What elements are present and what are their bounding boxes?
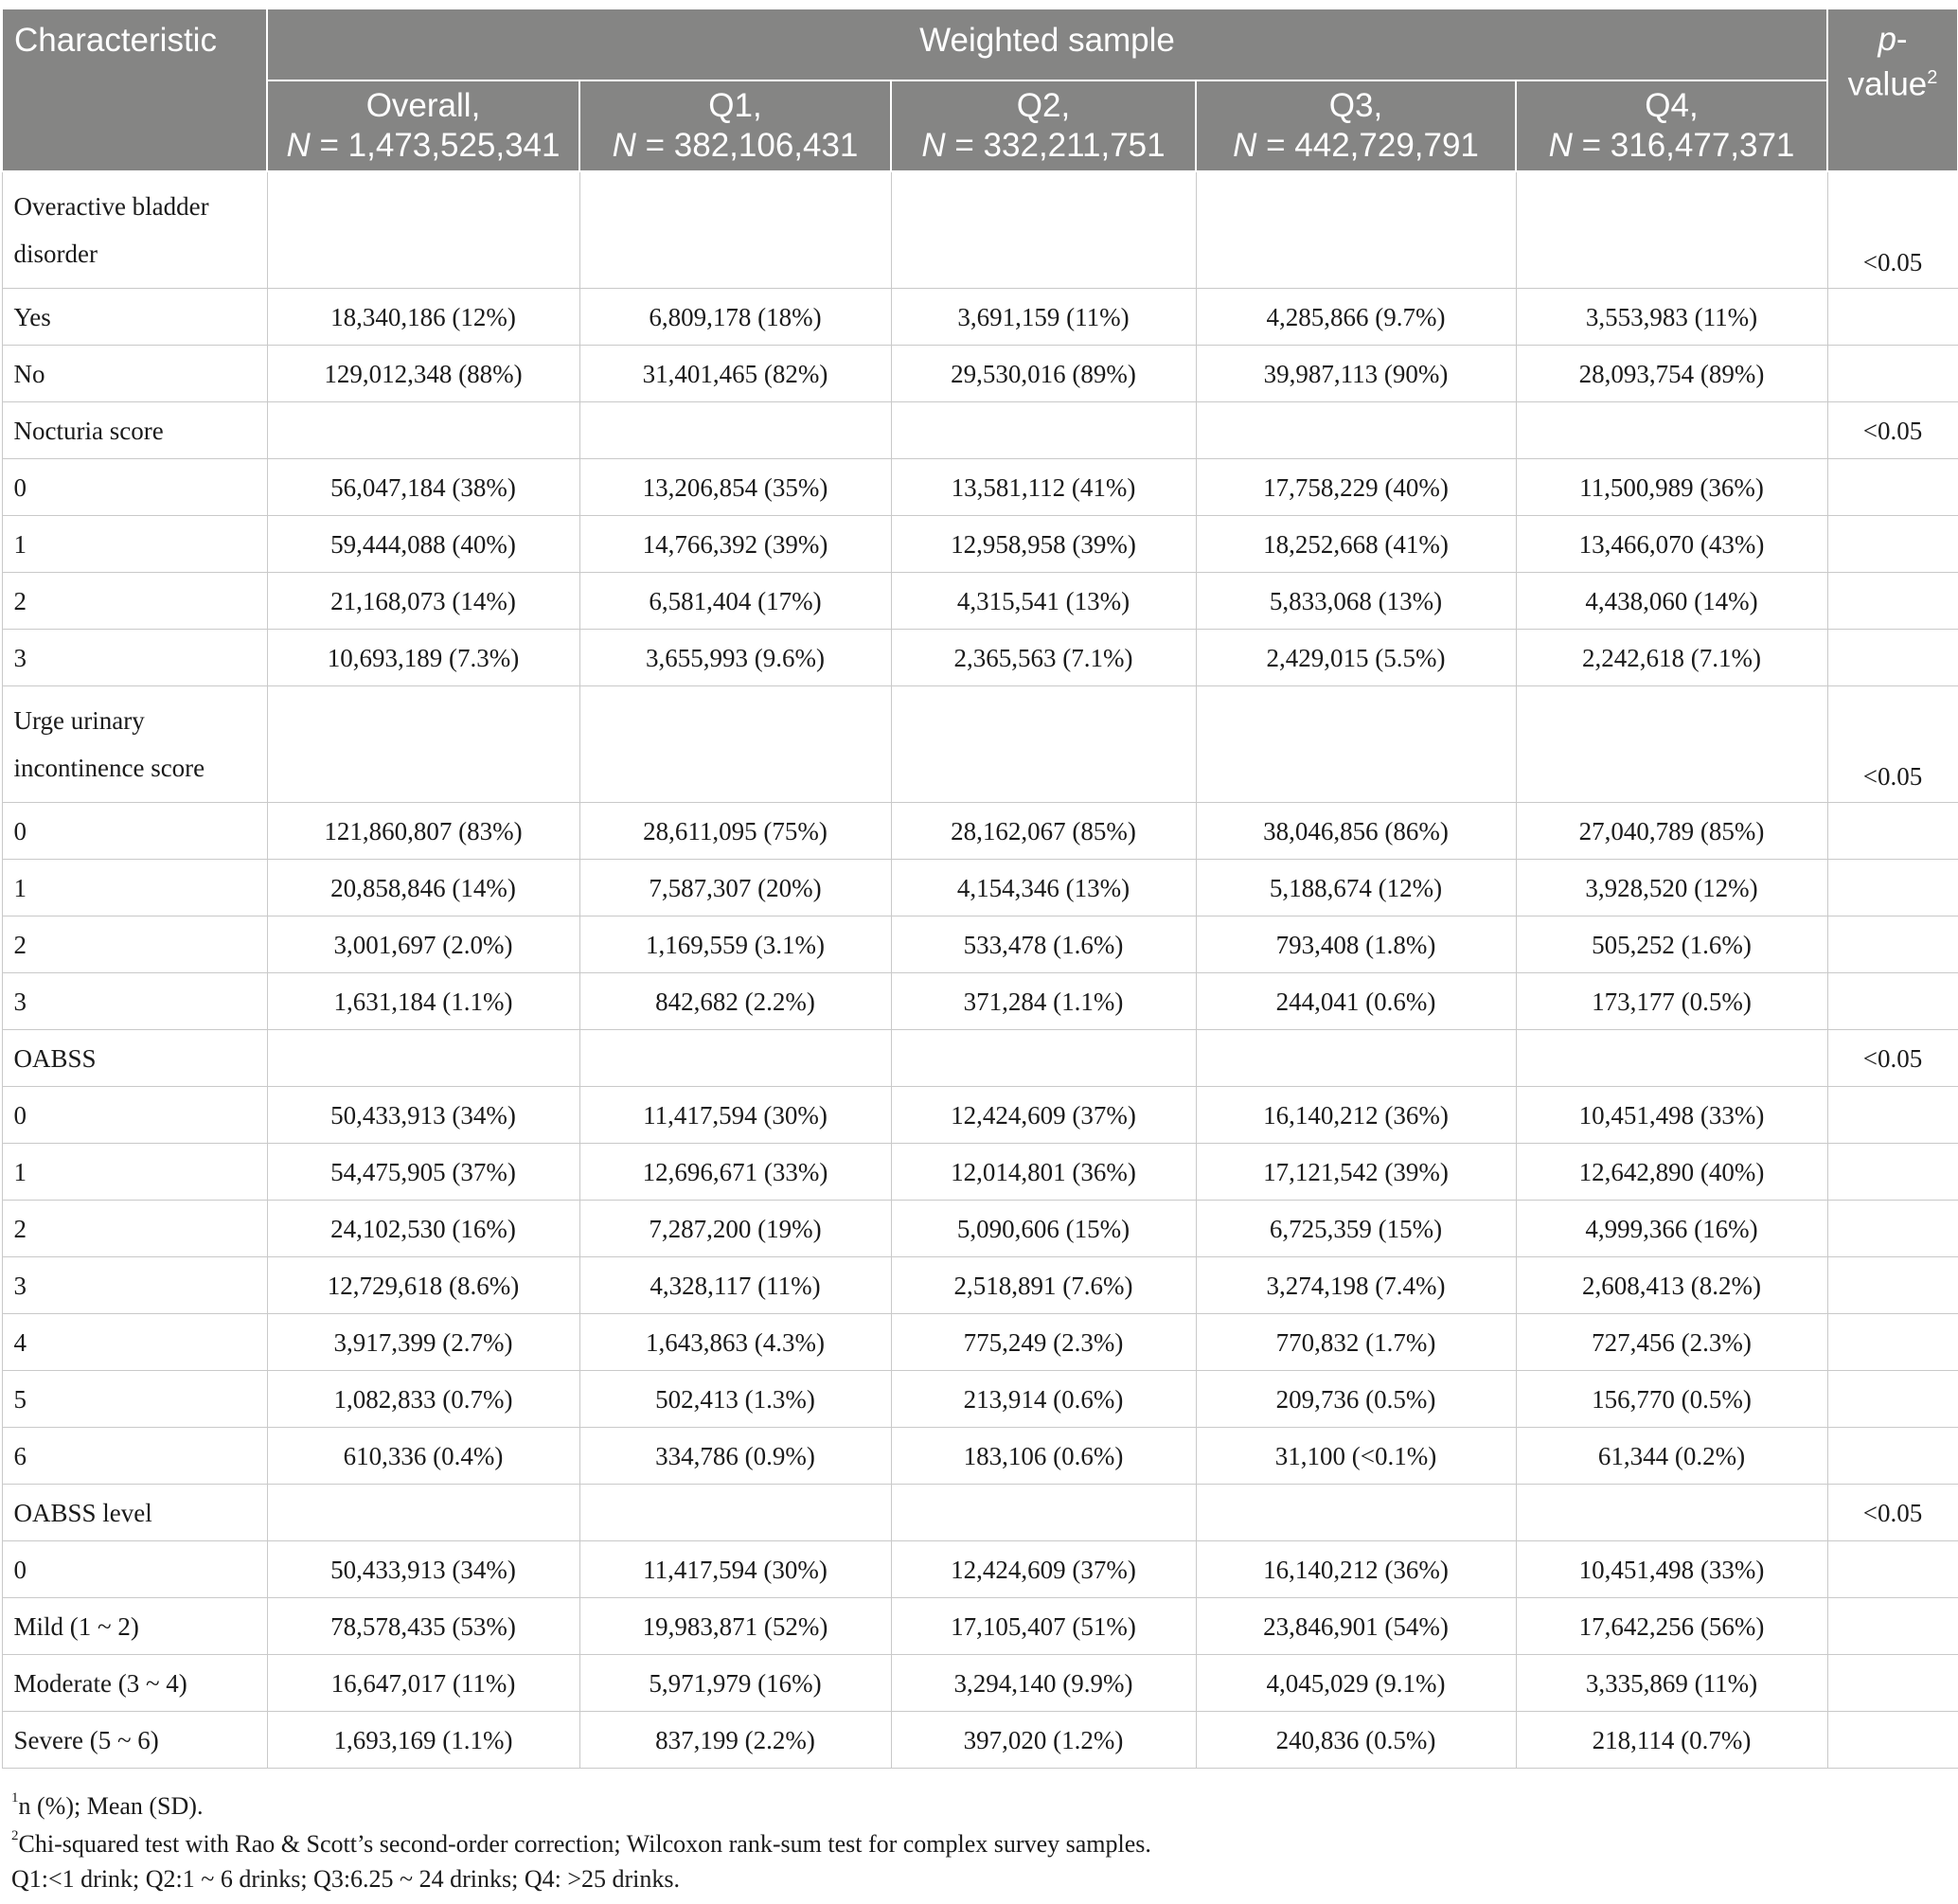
table-header — [2, 9, 1958, 171]
section-title: OABSS — [2, 1030, 267, 1087]
value-cell: 17,121,542 (39%) — [1196, 1144, 1516, 1201]
empty-p-cell — [1827, 1257, 1958, 1314]
header-col-1 — [579, 80, 891, 171]
value-cell: 5,188,674 (12%) — [1196, 860, 1516, 916]
value-cell: 56,047,184 (38%) — [267, 459, 579, 516]
value-cell: 2,365,563 (7.1%) — [891, 630, 1196, 686]
value-cell: 10,693,189 (7.3%) — [267, 630, 579, 686]
footnote-marker: 1 — [11, 1790, 19, 1806]
value-cell: 13,206,854 (35%) — [579, 459, 891, 516]
header-col-n-label: N — [1233, 127, 1257, 164]
empty-p-cell — [1827, 803, 1958, 860]
row-label: 1 — [2, 860, 267, 916]
row-label: 0 — [2, 1541, 267, 1598]
header-col-n-value: = 382,106,431 — [635, 127, 859, 164]
header-weighted-sample: Weighted sample — [267, 9, 1827, 80]
header-col-2 — [891, 80, 1196, 171]
value-cell: 775,249 (2.3%) — [891, 1314, 1196, 1371]
table-row — [2, 1314, 1958, 1371]
empty-p-cell — [1827, 1541, 1958, 1598]
row-label: 2 — [2, 573, 267, 630]
empty-p-cell — [1827, 1087, 1958, 1144]
table-row — [2, 1598, 1958, 1655]
empty-cell — [891, 1485, 1196, 1541]
row-label: 0 — [2, 1087, 267, 1144]
empty-cell — [891, 402, 1196, 459]
empty-cell — [267, 171, 579, 289]
empty-p-cell — [1827, 1371, 1958, 1428]
value-cell: 3,917,399 (2.7%) — [267, 1314, 579, 1371]
empty-p-cell — [1827, 1201, 1958, 1257]
row-label: No — [2, 346, 267, 402]
footnote-2 — [11, 1830, 1151, 1859]
value-cell: 16,140,212 (36%) — [1196, 1087, 1516, 1144]
value-cell: 14,766,392 (39%) — [579, 516, 891, 573]
section-row — [2, 402, 1958, 459]
value-cell: 842,682 (2.2%) — [579, 973, 891, 1030]
value-cell: 12,642,890 (40%) — [1516, 1144, 1827, 1201]
table-row — [2, 1144, 1958, 1201]
empty-cell — [1196, 1485, 1516, 1541]
p-value-cell: <0.05 — [1827, 1485, 1958, 1541]
value-cell: 209,736 (0.5%) — [1196, 1371, 1516, 1428]
value-cell: 23,846,901 (54%) — [1196, 1598, 1516, 1655]
p-value-cell: <0.05 — [1827, 402, 1958, 459]
header-col-n-value: = 442,729,791 — [1256, 127, 1479, 164]
empty-p-cell — [1827, 1428, 1958, 1485]
value-cell: 213,914 (0.6%) — [891, 1371, 1196, 1428]
p-value-cell: <0.05 — [1827, 686, 1958, 803]
header-p-value — [1827, 9, 1958, 171]
empty-p-cell — [1827, 1655, 1958, 1712]
section-row — [2, 171, 1958, 289]
value-cell: 18,252,668 (41%) — [1196, 516, 1516, 573]
empty-cell — [1516, 1485, 1827, 1541]
empty-cell — [1196, 1030, 1516, 1087]
value-cell: 17,105,407 (51%) — [891, 1598, 1196, 1655]
section-row — [2, 686, 1958, 803]
table-row — [2, 1201, 1958, 1257]
empty-cell — [1196, 686, 1516, 803]
value-cell: 16,647,017 (11%) — [267, 1655, 579, 1712]
value-cell: 3,294,140 (9.9%) — [891, 1655, 1196, 1712]
row-label: 6 — [2, 1428, 267, 1485]
value-cell: 4,285,866 (9.7%) — [1196, 289, 1516, 346]
value-cell: 16,140,212 (36%) — [1196, 1541, 1516, 1598]
value-cell: 2,429,015 (5.5%) — [1196, 630, 1516, 686]
value-cell: 50,433,913 (34%) — [267, 1087, 579, 1144]
header-col-n-label: N — [612, 127, 636, 164]
row-label: 0 — [2, 459, 267, 516]
header-col-0 — [267, 80, 579, 171]
value-cell: 3,274,198 (7.4%) — [1196, 1257, 1516, 1314]
value-cell: 240,836 (0.5%) — [1196, 1712, 1516, 1769]
section-row — [2, 1030, 1958, 1087]
header-p-sup: 2 — [1927, 67, 1938, 88]
value-cell: 12,729,618 (8.6%) — [267, 1257, 579, 1314]
value-cell: 3,691,159 (11%) — [891, 289, 1196, 346]
header-col-n-value: = 332,211,751 — [945, 127, 1166, 164]
value-cell: 4,045,029 (9.1%) — [1196, 1655, 1516, 1712]
header-col-n-value: = 1,473,525,341 — [310, 127, 561, 164]
p-value-cell: <0.05 — [1827, 1030, 1958, 1087]
header-p-dash: - — [1896, 21, 1908, 58]
header-col-n-label: N — [1548, 127, 1573, 164]
table-row — [2, 346, 1958, 402]
value-cell: 244,041 (0.6%) — [1196, 973, 1516, 1030]
table-row — [2, 916, 1958, 973]
value-cell: 1,693,169 (1.1%) — [267, 1712, 579, 1769]
row-label: 1 — [2, 516, 267, 573]
row-label: Mild (1 ~ 2) — [2, 1598, 267, 1655]
value-cell: 334,786 (0.9%) — [579, 1428, 891, 1485]
value-cell: 27,040,789 (85%) — [1516, 803, 1827, 860]
header-value-word: value — [1847, 65, 1928, 103]
value-cell: 78,578,435 (53%) — [267, 1598, 579, 1655]
value-cell: 3,655,993 (9.6%) — [579, 630, 891, 686]
value-cell: 2,608,413 (8.2%) — [1516, 1257, 1827, 1314]
empty-p-cell — [1827, 289, 1958, 346]
section-title: Nocturia score — [2, 402, 267, 459]
empty-cell — [267, 1030, 579, 1087]
value-cell: 12,424,609 (37%) — [891, 1541, 1196, 1598]
value-cell: 2,242,618 (7.1%) — [1516, 630, 1827, 686]
table-row — [2, 860, 1958, 916]
row-label: 2 — [2, 916, 267, 973]
empty-p-cell — [1827, 573, 1958, 630]
value-cell: 218,114 (0.7%) — [1516, 1712, 1827, 1769]
table-row — [2, 516, 1958, 573]
value-cell: 10,451,498 (33%) — [1516, 1541, 1827, 1598]
table-row — [2, 1712, 1958, 1769]
empty-cell — [1516, 402, 1827, 459]
empty-cell — [1516, 171, 1827, 289]
empty-cell — [267, 402, 579, 459]
value-cell: 31,100 (<0.1%) — [1196, 1428, 1516, 1485]
header-col-name: Q1, — [708, 87, 762, 124]
value-cell: 12,014,801 (36%) — [891, 1144, 1196, 1201]
value-cell: 4,315,541 (13%) — [891, 573, 1196, 630]
value-cell: 24,102,530 (16%) — [267, 1201, 579, 1257]
empty-cell — [891, 171, 1196, 289]
header-col-n-label: N — [921, 127, 946, 164]
table-row — [2, 1371, 1958, 1428]
value-cell: 837,199 (2.2%) — [579, 1712, 891, 1769]
table-row — [2, 803, 1958, 860]
header-col-3 — [1196, 80, 1516, 171]
value-cell: 3,001,697 (2.0%) — [267, 916, 579, 973]
row-label: 3 — [2, 973, 267, 1030]
value-cell: 12,424,609 (37%) — [891, 1087, 1196, 1144]
empty-p-cell — [1827, 973, 1958, 1030]
empty-cell — [891, 686, 1196, 803]
value-cell: 11,417,594 (30%) — [579, 1541, 891, 1598]
value-cell: 1,169,559 (3.1%) — [579, 916, 891, 973]
p-value-cell: <0.05 — [1827, 171, 1958, 289]
value-cell: 129,012,348 (88%) — [267, 346, 579, 402]
header-col-4 — [1516, 80, 1827, 171]
value-cell: 4,328,117 (11%) — [579, 1257, 891, 1314]
value-cell: 21,168,073 (14%) — [267, 573, 579, 630]
table-row — [2, 573, 1958, 630]
header-col-n-label: N — [286, 127, 311, 164]
empty-p-cell — [1827, 516, 1958, 573]
empty-cell — [1516, 686, 1827, 803]
value-cell: 173,177 (0.5%) — [1516, 973, 1827, 1030]
row-label: Severe (5 ~ 6) — [2, 1712, 267, 1769]
footnote-1 — [11, 1792, 203, 1821]
value-cell: 38,046,856 (86%) — [1196, 803, 1516, 860]
row-label: Moderate (3 ~ 4) — [2, 1655, 267, 1712]
value-cell: 121,860,807 (83%) — [267, 803, 579, 860]
table-row — [2, 1541, 1958, 1598]
table-body — [2, 171, 1958, 1769]
header-col-name: Q4, — [1645, 87, 1699, 124]
value-cell: 20,858,846 (14%) — [267, 860, 579, 916]
footnote-text: n (%); Mean (SD). — [18, 1792, 204, 1820]
value-cell: 6,581,404 (17%) — [579, 573, 891, 630]
value-cell: 770,832 (1.7%) — [1196, 1314, 1516, 1371]
value-cell: 397,020 (1.2%) — [891, 1712, 1196, 1769]
section-title: Urge urinary incontinence score — [2, 686, 267, 803]
value-cell: 5,090,606 (15%) — [891, 1201, 1196, 1257]
row-label: 3 — [2, 630, 267, 686]
characteristics-table — [1, 8, 1958, 1769]
footnote-text: Chi-squared test with Rao & Scott’s second-order correction; Wilcoxon rank-sum test for complex survey samples. — [18, 1830, 1151, 1858]
value-cell: 50,433,913 (34%) — [267, 1541, 579, 1598]
empty-p-cell — [1827, 1598, 1958, 1655]
value-cell: 18,340,186 (12%) — [267, 289, 579, 346]
value-cell: 5,971,979 (16%) — [579, 1655, 891, 1712]
table-row — [2, 1655, 1958, 1712]
empty-p-cell — [1827, 916, 1958, 973]
empty-cell — [1196, 402, 1516, 459]
value-cell: 1,631,184 (1.1%) — [267, 973, 579, 1030]
empty-cell — [579, 1485, 891, 1541]
value-cell: 29,530,016 (89%) — [891, 346, 1196, 402]
footnote-marker: 2 — [11, 1828, 19, 1843]
section-row — [2, 1485, 1958, 1541]
empty-cell — [891, 1030, 1196, 1087]
section-title: Overactive bladder disorder — [2, 171, 267, 289]
value-cell: 156,770 (0.5%) — [1516, 1371, 1827, 1428]
value-cell: 183,106 (0.6%) — [891, 1428, 1196, 1485]
empty-p-cell — [1827, 346, 1958, 402]
value-cell: 12,696,671 (33%) — [579, 1144, 891, 1201]
table-row — [2, 459, 1958, 516]
row-label: 5 — [2, 1371, 267, 1428]
empty-p-cell — [1827, 1712, 1958, 1769]
value-cell: 39,987,113 (90%) — [1196, 346, 1516, 402]
empty-cell — [267, 686, 579, 803]
value-cell: 7,587,307 (20%) — [579, 860, 891, 916]
value-cell: 28,162,067 (85%) — [891, 803, 1196, 860]
empty-p-cell — [1827, 1314, 1958, 1371]
value-cell: 2,518,891 (7.6%) — [891, 1257, 1196, 1314]
row-label: 0 — [2, 803, 267, 860]
table-row — [2, 1087, 1958, 1144]
row-label: 1 — [2, 1144, 267, 1201]
footnote-3 — [11, 1865, 680, 1894]
table-row — [2, 973, 1958, 1030]
value-cell: 4,999,366 (16%) — [1516, 1201, 1827, 1257]
empty-p-cell — [1827, 459, 1958, 516]
value-cell: 502,413 (1.3%) — [579, 1371, 891, 1428]
row-label: 3 — [2, 1257, 267, 1314]
value-cell: 6,725,359 (15%) — [1196, 1201, 1516, 1257]
value-cell: 610,336 (0.4%) — [267, 1428, 579, 1485]
empty-p-cell — [1827, 630, 1958, 686]
value-cell: 10,451,498 (33%) — [1516, 1087, 1827, 1144]
empty-p-cell — [1827, 860, 1958, 916]
empty-cell — [579, 171, 891, 289]
footnote-text: Q1:<1 drink; Q2:1 ~ 6 drinks; Q3:6.25 ~ 24 drinks; Q4: >25 drinks. — [11, 1865, 681, 1893]
value-cell: 61,344 (0.2%) — [1516, 1428, 1827, 1485]
value-cell: 13,466,070 (43%) — [1516, 516, 1827, 573]
empty-cell — [1516, 1030, 1827, 1087]
table-row — [2, 630, 1958, 686]
header-col-n-value: = 316,477,371 — [1572, 127, 1795, 164]
header-p-letter: p — [1878, 21, 1896, 58]
empty-cell — [579, 402, 891, 459]
value-cell: 13,581,112 (41%) — [891, 459, 1196, 516]
row-label: Yes — [2, 289, 267, 346]
value-cell: 4,438,060 (14%) — [1516, 573, 1827, 630]
value-cell: 533,478 (1.6%) — [891, 916, 1196, 973]
table-row — [2, 1257, 1958, 1314]
value-cell: 5,833,068 (13%) — [1196, 573, 1516, 630]
value-cell: 59,444,088 (40%) — [267, 516, 579, 573]
value-cell: 28,093,754 (89%) — [1516, 346, 1827, 402]
empty-cell — [579, 1030, 891, 1087]
table-row — [2, 289, 1958, 346]
header-col-name: Overall, — [365, 87, 481, 124]
empty-p-cell — [1827, 1144, 1958, 1201]
value-cell: 727,456 (2.3%) — [1516, 1314, 1827, 1371]
table-row — [2, 1428, 1958, 1485]
value-cell: 3,553,983 (11%) — [1516, 289, 1827, 346]
value-cell: 11,500,989 (36%) — [1516, 459, 1827, 516]
value-cell: 17,642,256 (56%) — [1516, 1598, 1827, 1655]
header-characteristic: Characteristic — [2, 9, 267, 171]
value-cell: 19,983,871 (52%) — [579, 1598, 891, 1655]
section-title: OABSS level — [2, 1485, 267, 1541]
value-cell: 12,958,958 (39%) — [891, 516, 1196, 573]
value-cell: 1,082,833 (0.7%) — [267, 1371, 579, 1428]
value-cell: 3,335,869 (11%) — [1516, 1655, 1827, 1712]
value-cell: 11,417,594 (30%) — [579, 1087, 891, 1144]
empty-cell — [267, 1485, 579, 1541]
value-cell: 1,643,863 (4.3%) — [579, 1314, 891, 1371]
value-cell: 28,611,095 (75%) — [579, 803, 891, 860]
row-label: 4 — [2, 1314, 267, 1371]
value-cell: 17,758,229 (40%) — [1196, 459, 1516, 516]
header-col-name: Q2, — [1016, 87, 1071, 124]
empty-cell — [1196, 171, 1516, 289]
value-cell: 31,401,465 (82%) — [579, 346, 891, 402]
value-cell: 54,475,905 (37%) — [267, 1144, 579, 1201]
value-cell: 371,284 (1.1%) — [891, 973, 1196, 1030]
value-cell: 3,928,520 (12%) — [1516, 860, 1827, 916]
header-col-name: Q3, — [1328, 87, 1383, 124]
value-cell: 7,287,200 (19%) — [579, 1201, 891, 1257]
empty-cell — [579, 686, 891, 803]
value-cell: 4,154,346 (13%) — [891, 860, 1196, 916]
value-cell: 6,809,178 (18%) — [579, 289, 891, 346]
value-cell: 505,252 (1.6%) — [1516, 916, 1827, 973]
value-cell: 793,408 (1.8%) — [1196, 916, 1516, 973]
row-label: 2 — [2, 1201, 267, 1257]
